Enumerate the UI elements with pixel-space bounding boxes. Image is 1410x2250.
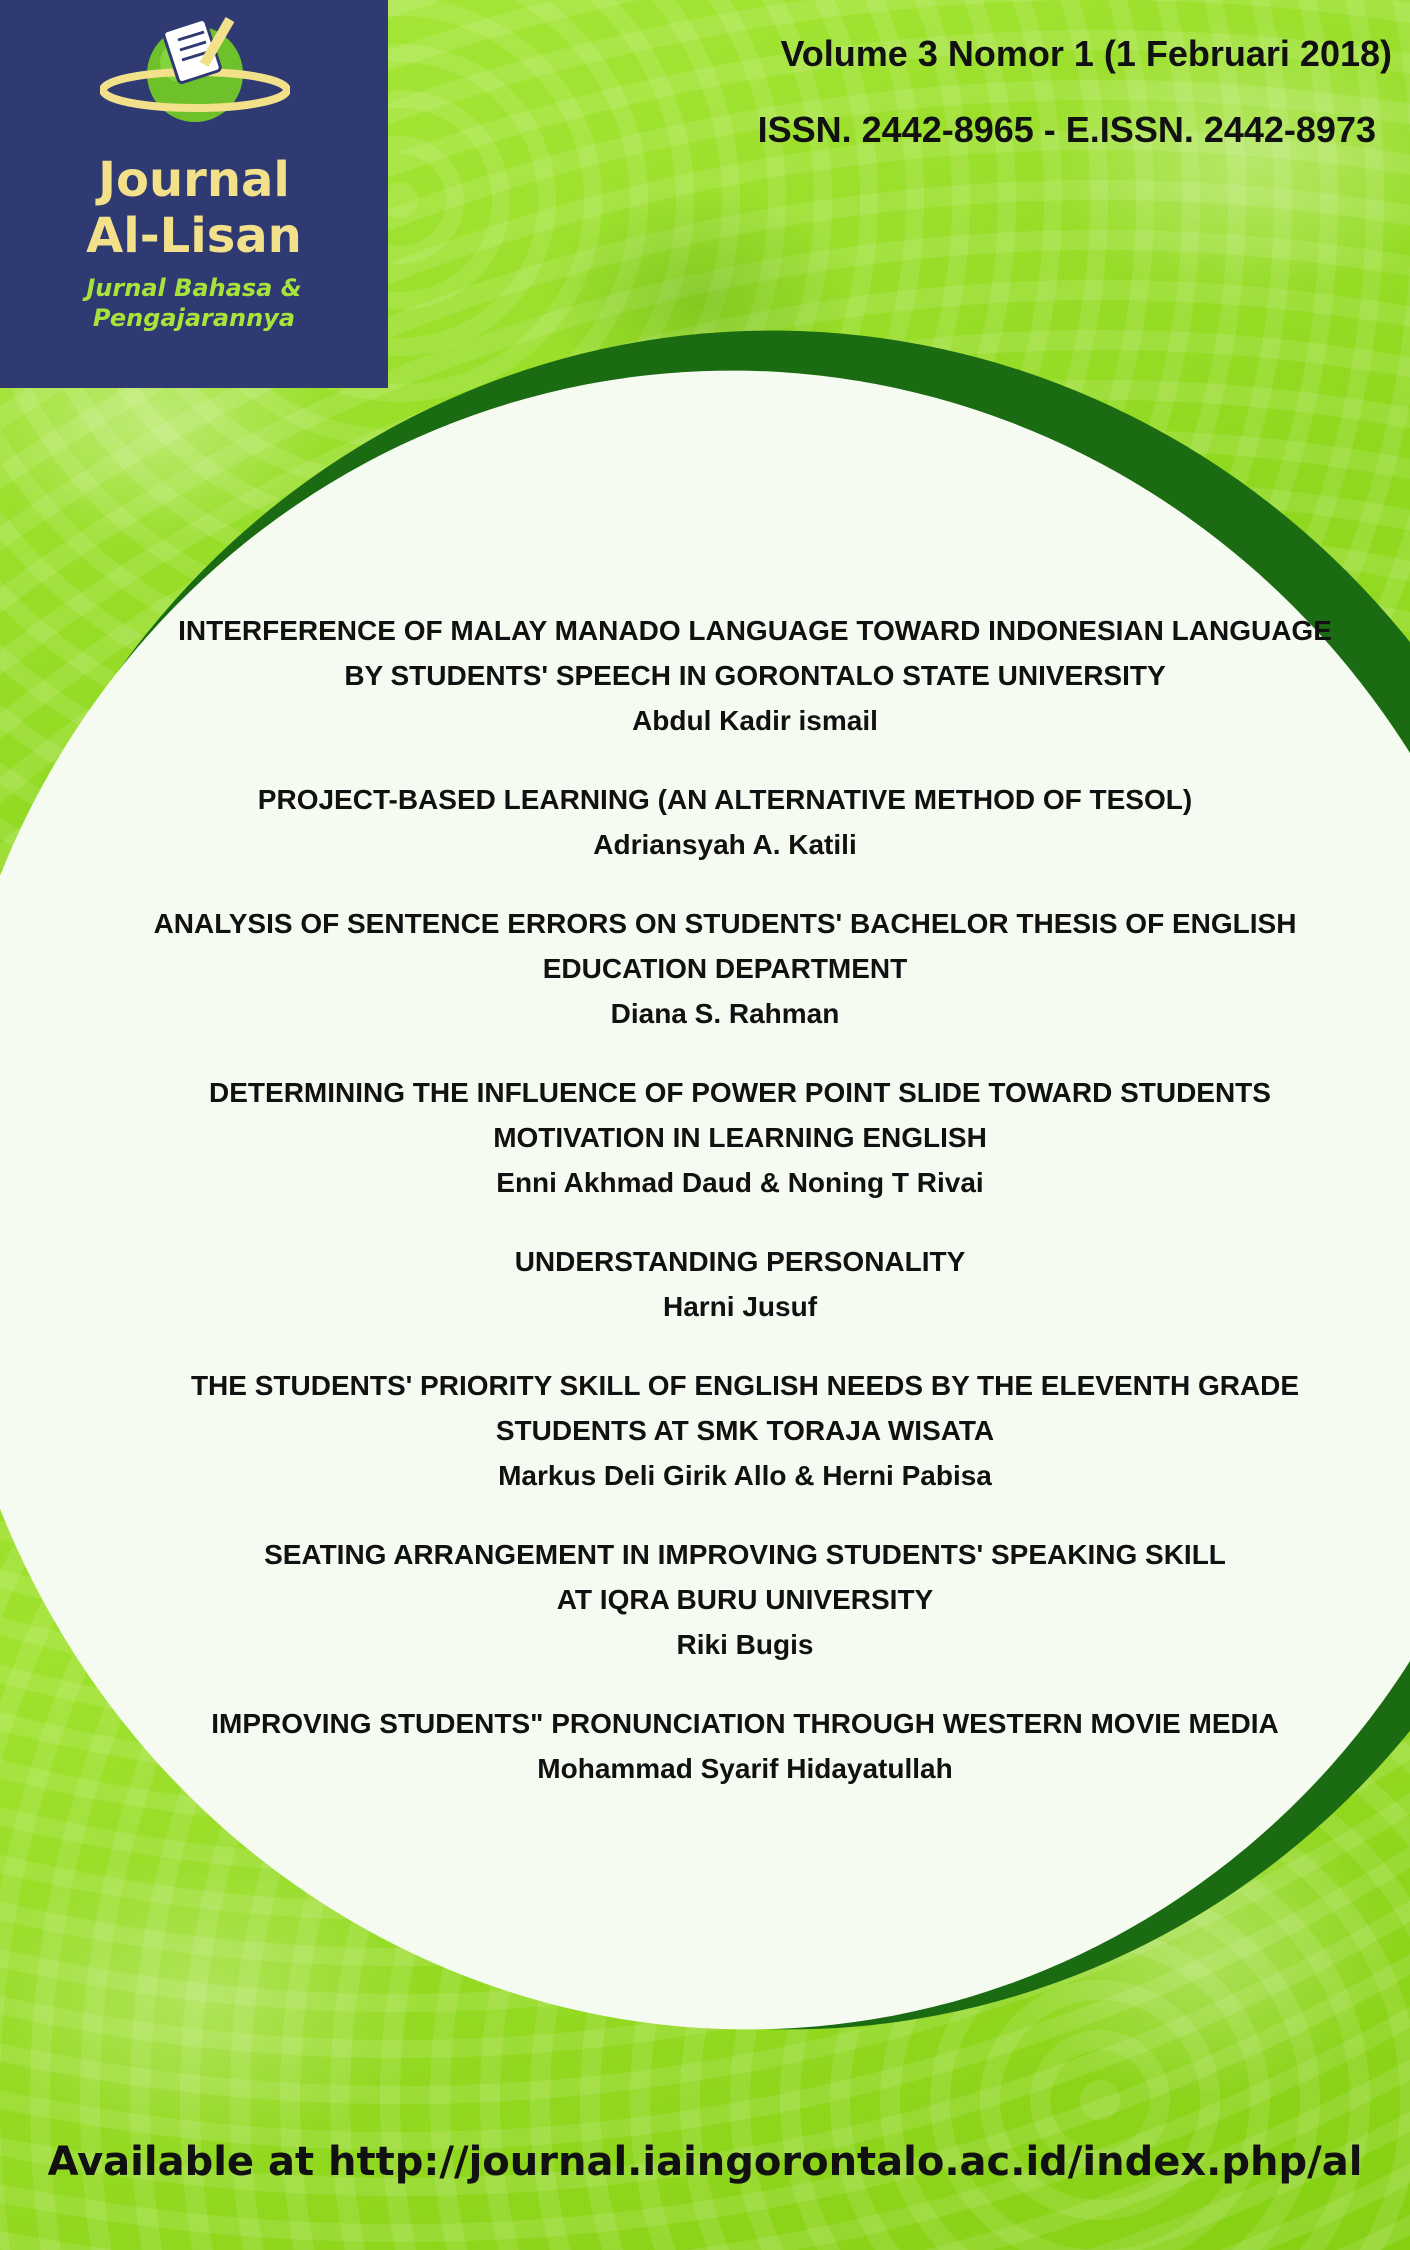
article-author: Riki Bugis xyxy=(676,1629,814,1660)
toc-item xyxy=(70,608,1410,743)
article-author: Adriansyah A. Katili xyxy=(593,829,857,860)
journal-logo xyxy=(0,0,388,388)
article-author: Harni Jusuf xyxy=(662,1291,818,1322)
article-title: UNDERSTANDING PERSONALITY xyxy=(514,1246,966,1277)
toc-item xyxy=(50,1532,1410,1667)
logo-subtitle-line1: Jurnal Bahasa & xyxy=(86,274,302,302)
table-of-contents xyxy=(70,608,1410,1825)
article-author: Enni Akhmad Daud & Noning T Rivai xyxy=(496,1167,984,1198)
logo-title-line2: Al-Lisan xyxy=(86,208,302,264)
availability-url: Available at http://journal.iaingorontalo.ac.id/index.php/al xyxy=(47,2139,1363,2185)
article-author: Mohammad Syarif Hidayatullah xyxy=(537,1753,953,1784)
toc-item xyxy=(10,901,1410,1036)
globe-with-pencil-icon xyxy=(100,12,290,132)
article-author: Abdul Kadir ismail xyxy=(632,705,878,736)
article-title: INTERFERENCE OF MALAY MANADO LANGUAGE TOWARD INDONESIAN LANGUAGE BY STUDENTS' SPEECH IN GORONTALO STATE UNIVERSITY xyxy=(178,615,1332,691)
article-title: ANALYSIS OF SENTENCE ERRORS ON STUDENTS' BACHELOR THESIS OF ENGLISH EDUCATION DEPARTMENT xyxy=(153,908,1297,984)
article-title: IMPROVING STUDENTS" PRONUNCIATION THROUGH WESTERN MOVIE MEDIA xyxy=(211,1708,1279,1739)
article-author: Diana S. Rahman xyxy=(610,998,840,1029)
logo-title-line1: Journal xyxy=(98,152,290,208)
toc-item xyxy=(40,1239,1410,1329)
article-author: Markus Deli Girik Allo & Herni Pabisa xyxy=(498,1460,992,1491)
issn-info: ISSN. 2442-8965 - E.ISSN. 2442-8973 xyxy=(757,109,1376,150)
toc-item xyxy=(40,1070,1410,1205)
toc-item xyxy=(50,1701,1410,1791)
toc-item xyxy=(10,777,1410,867)
toc-item xyxy=(50,1363,1410,1498)
volume-info: Volume 3 Nomor 1 (1 Februari 2018) xyxy=(780,33,1392,74)
article-title: SEATING ARRANGEMENT IN IMPROVING STUDENTS' SPEAKING SKILL AT IQRA BURU UNIVERSITY xyxy=(264,1539,1226,1615)
article-title: DETERMINING THE INFLUENCE OF POWER POINT SLIDE TOWARD STUDENTS MOTIVATION IN LEARNING ENGLISH xyxy=(209,1077,1271,1153)
article-title: THE STUDENTS' PRIORITY SKILL OF ENGLISH NEEDS BY THE ELEVENTH GRADE STUDENTS AT SMK TORAJA WISATA xyxy=(190,1370,1300,1446)
article-title: PROJECT-BASED LEARNING (AN ALTERNATIVE METHOD OF TESOL) xyxy=(257,784,1193,815)
logo-subtitle-line2: Pengajarannya xyxy=(92,304,296,332)
